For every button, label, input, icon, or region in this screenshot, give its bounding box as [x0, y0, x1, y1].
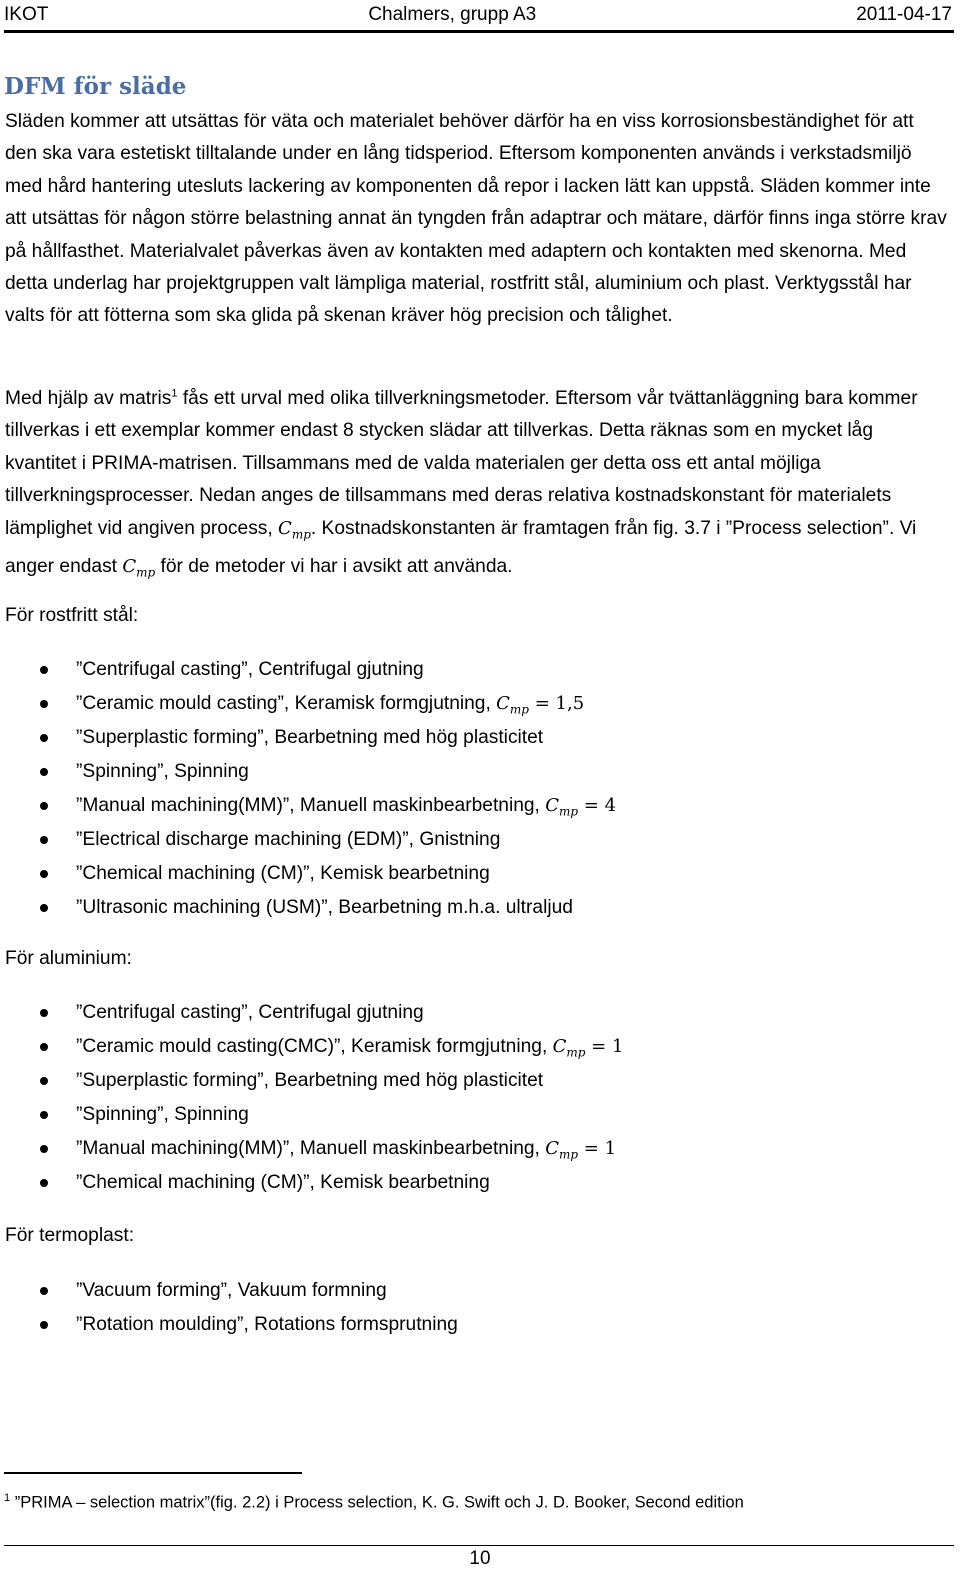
list-item [0, 653, 616, 687]
section-title: DFM för släde [4, 73, 187, 100]
equals-sign: = [578, 795, 605, 816]
bullet-icon [40, 1009, 48, 1017]
paragraph-2-part-d: för de metoder vi har i avsikt att använda. [155, 555, 513, 577]
list-item-text: ”Centrifugal casting”, Centrifugal gjutning [76, 659, 424, 680]
bullet-icon [40, 1077, 48, 1085]
cmp-symbol: $C_{mp}$ [545, 795, 579, 819]
list-item [0, 755, 616, 789]
list-item [0, 1064, 623, 1098]
cmp-value: 4 [604, 795, 617, 816]
bullet-icon [40, 904, 48, 912]
list-item-text: ”Manual machining(MM)”, Manuell maskinbearbetning, [76, 795, 546, 816]
list-item [0, 1098, 623, 1132]
list-item-text: ”Spinning”, Spinning [76, 1104, 249, 1125]
list-item-text: ”Rotation moulding”, Rotations formsprutning [76, 1314, 458, 1335]
list-item [0, 789, 616, 823]
bullet-icon [40, 666, 48, 674]
equals-sign: = [528, 693, 556, 714]
footnote-reference: 1 [171, 387, 178, 400]
page-header [4, 0, 952, 30]
paragraph-2-part-b: fås ett urval med olika tillverkningsmetoder. Eftersom vår tvättanläggning bara kommer tillverkas i ett exemplar kommer endast 8 stycken slädar att tillverkas. Detta räknas som en mycket låg kvantitet i PRIMA-matrisen. Tillsammans med de valda materialen ger detta oss ett antal möjliga tillverkningsprocesser. Nedan anges de tillsammans med deras relativa kostnadskonstant för materialets lämplighet vid angiven process, [5, 388, 918, 539]
bullet-icon [40, 1145, 48, 1153]
list-item-text: ”Ultrasonic machining (USM)”, Bearbetning m.h.a. ultraljud [76, 897, 573, 918]
cmp-value: 1 [604, 1138, 617, 1159]
bullet-icon [40, 836, 48, 844]
footnote-marker: 1 [4, 1492, 11, 1504]
list-item-text: ”Chemical machining (CM)”, Kemisk bearbetning [76, 1172, 490, 1193]
cmp-value: 1 [611, 1036, 624, 1057]
footnote-text: ”PRIMA – selection matrix”(fig. 2.2) i Process selection, K. G. Swift och J. D. Booker, Second edition [10, 1493, 744, 1512]
cmp-symbol: $C_{mp}$ [122, 555, 156, 580]
section-label: För rostfritt stål: [5, 605, 139, 626]
list-item-text: ”Spinning”, Spinning [76, 761, 249, 782]
equals-sign: = [578, 1138, 605, 1159]
method-list [0, 1274, 458, 1342]
bullet-icon [40, 768, 48, 776]
bullet-icon [40, 1111, 48, 1119]
list-item-text: ”Vacuum forming”, Vakuum formning [76, 1280, 387, 1301]
list-item [0, 1274, 458, 1308]
bullet-icon [40, 700, 48, 708]
cmp-value: 1,5 [555, 693, 585, 714]
list-item [0, 857, 616, 891]
list-item-text: ”Chemical machining (CM)”, Kemisk bearbetning [76, 863, 490, 884]
list-item [0, 1132, 623, 1166]
equals-sign: = [585, 1036, 612, 1057]
bullet-icon [40, 802, 48, 810]
section-label: För termoplast: [5, 1225, 135, 1246]
list-item-text: ”Superplastic forming”, Bearbetning med hög plasticitet [76, 727, 544, 748]
list-item-text: ”Centrifugal casting”, Centrifugal gjutning [76, 1002, 424, 1023]
paragraph-2-part-a: Med hjälp av matris [5, 388, 172, 409]
list-item [0, 996, 623, 1030]
list-item-text: ”Superplastic forming”, Bearbetning med hög plasticitet [76, 1070, 544, 1091]
page-number: 10 [469, 1548, 491, 1569]
list-item [0, 1030, 623, 1064]
list-item-text: ”Manual machining(MM)”, Manuell maskinbearbetning, [76, 1138, 546, 1159]
cmp-symbol: $C_{mp}$ [278, 517, 311, 542]
header-rule [4, 30, 954, 33]
bullet-icon [40, 1179, 48, 1187]
footer-rule [4, 1545, 954, 1546]
cmp-symbol: $C_{mp}$ [545, 1138, 579, 1162]
footnote [4, 1486, 744, 1515]
list-item [0, 1308, 458, 1342]
cmp-symbol: $C_{mp}$ [496, 693, 529, 717]
method-list [0, 996, 623, 1200]
paragraph-2 [5, 383, 949, 589]
section-label: För aluminium: [5, 948, 132, 969]
list-item-text: ”Electrical discharge machining (EDM)”, Gnistning [76, 829, 501, 850]
list-item-text: ”Ceramic mould casting(CMC)”, Keramisk formgjutning, [76, 1036, 553, 1057]
bullet-icon [40, 1043, 48, 1051]
header-center: Chalmers, grupp A3 [368, 4, 537, 25]
list-item [0, 721, 616, 755]
bullet-icon [40, 734, 48, 742]
footnote-separator [4, 1472, 302, 1474]
header-left: IKOT [4, 4, 49, 25]
method-list [0, 653, 616, 925]
list-item [0, 687, 616, 721]
header-right: 2011-04-17 [856, 4, 952, 25]
list-item [0, 823, 616, 857]
list-item [0, 1166, 623, 1200]
bullet-icon [40, 870, 48, 878]
paragraph-2-part-c: . Kostnadskonstanten är framtagen från fig. 3.7 i ”Process selection”. Vi anger endast [5, 517, 917, 577]
list-item [0, 891, 616, 925]
list-item-text: ”Ceramic mould casting”, Keramisk formgjutning, [76, 693, 497, 714]
cmp-symbol: $C_{mp}$ [552, 1036, 586, 1060]
paragraph-1: Släden kommer att utsättas för väta och materialet behöver därför ha en viss korrosionsbeständighet för att den ska vara estetiskt tilltalande under en lång tidsperiod. Eftersom komponenten används i verkstadsmiljö med hård hantering utesluts lackering av komponenten då repor i lacken lätt kan uppstå. Släden kommer inte att utsättas för någon större belastning annat än tyngden från adaptrar och mätare, därför finns inga större krav på hållfasthet. Materialvalet påverkas även av kontakten med adaptern och kontakten med skenorna. Med detta underlag har projektgruppen valt lämpliga material, rostfritt stål, aluminium och plast. Verktygsstål har valts för att fötterna som ska glida på skenan kräver hög precision och tålighet. [5, 111, 947, 327]
bullet-icon [40, 1287, 48, 1295]
bullet-icon [40, 1321, 48, 1329]
